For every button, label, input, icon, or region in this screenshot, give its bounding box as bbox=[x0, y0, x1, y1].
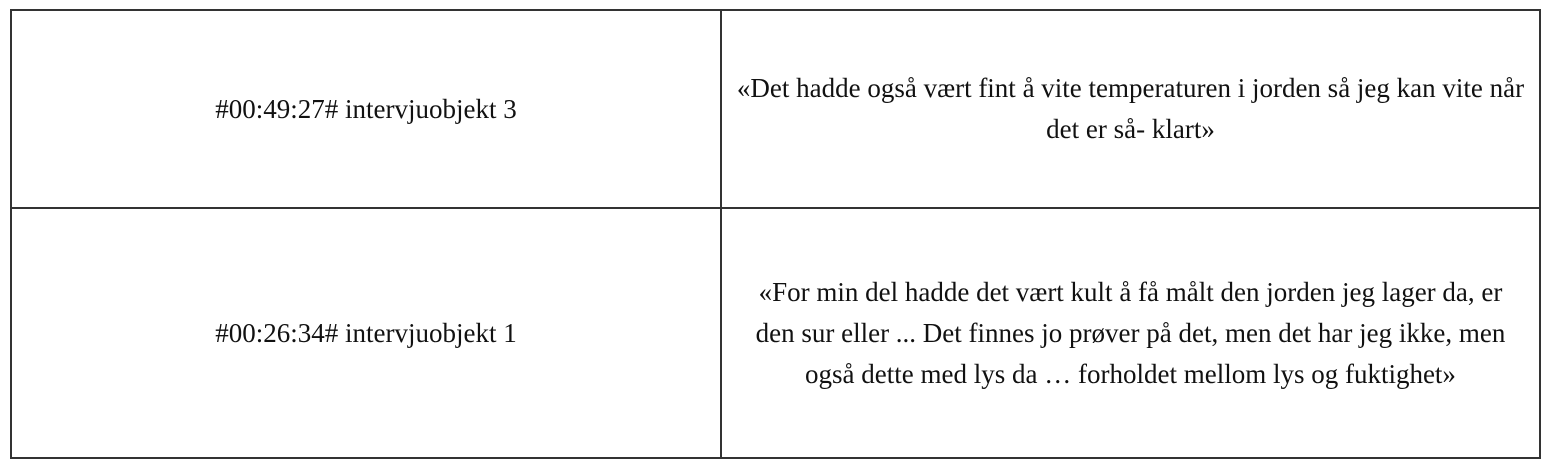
timestamp-speaker-cell: #00:49:27# intervjuobjekt 3 bbox=[11, 10, 721, 208]
interview-quote-table bbox=[10, 9, 1541, 459]
quote-cell: «For min del hadde det vært kult å få målt den jorden jeg lager da, er den sur eller ... Det finnes jo prøver på det, men det har jeg ikke, men også dette med lys da … forholdet mellom lys og fuktighet» bbox=[721, 208, 1540, 458]
table-row bbox=[11, 10, 1540, 208]
quote-cell: «Det hadde også vært fint å vite temperaturen i jorden så jeg kan vite når det er så- klart» bbox=[721, 10, 1540, 208]
table-row bbox=[11, 208, 1540, 458]
timestamp-speaker-cell: #00:26:34# intervjuobjekt 1 bbox=[11, 208, 721, 458]
